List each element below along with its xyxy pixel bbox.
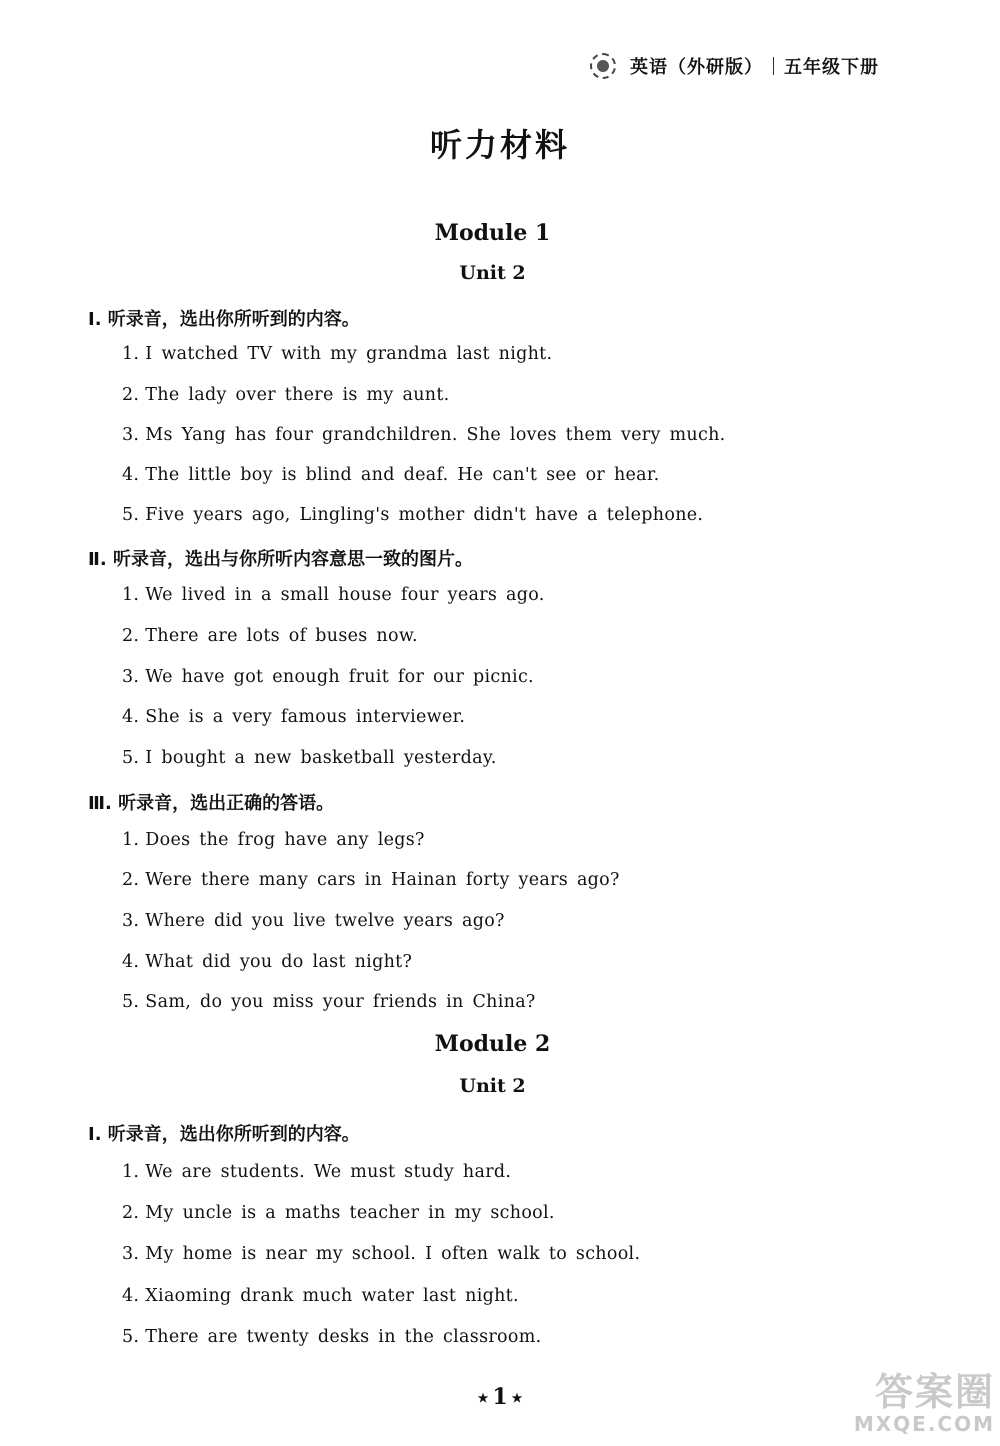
item-text: The lady over there is my aunt. bbox=[145, 385, 450, 405]
list-item bbox=[122, 385, 450, 405]
watermark bbox=[815, 1372, 995, 1442]
item-text: My home is near my school. I often walk to school. bbox=[145, 1244, 641, 1264]
star-icon: ★ bbox=[511, 1391, 523, 1405]
list-item bbox=[122, 626, 418, 646]
list-item bbox=[122, 1286, 519, 1306]
item-number: 4. bbox=[122, 707, 140, 727]
item-number: 1. bbox=[122, 585, 140, 605]
list-item bbox=[122, 748, 497, 768]
item-number: 1. bbox=[122, 1162, 140, 1182]
item-number: 2. bbox=[122, 870, 140, 890]
item-text: Where did you live twelve years ago? bbox=[145, 911, 505, 931]
list-item bbox=[122, 1162, 511, 1182]
page-number-text: 1 bbox=[492, 1384, 508, 1410]
list-item bbox=[122, 425, 726, 445]
item-text: There are lots of buses now. bbox=[145, 626, 418, 646]
star-icon: ★ bbox=[477, 1391, 489, 1405]
item-text: What did you do last night? bbox=[145, 952, 413, 972]
item-text: Were there many cars in Hainan forty years ago? bbox=[145, 870, 620, 890]
item-number: 5. bbox=[122, 505, 140, 525]
item-number: 3. bbox=[122, 911, 140, 931]
section-heading: Ⅲ. 听录音，选出正确的答语。 bbox=[88, 793, 335, 814]
section-heading: Ⅰ. 听录音，选出你所听到的内容。 bbox=[88, 309, 360, 330]
list-item bbox=[122, 870, 620, 890]
module-heading: Module 2 bbox=[434, 1031, 551, 1057]
item-number: 2. bbox=[122, 1203, 140, 1223]
item-number: 5. bbox=[122, 992, 140, 1012]
section-heading: Ⅰ. 听录音，选出你所听到的内容。 bbox=[88, 1124, 360, 1145]
page-title: 听力材料 bbox=[429, 126, 570, 164]
header-grade: 五年级下册 bbox=[784, 57, 879, 78]
section-heading: Ⅱ. 听录音，选出与你所听内容意思一致的图片。 bbox=[88, 549, 473, 570]
list-item bbox=[122, 707, 465, 727]
list-item bbox=[122, 505, 703, 525]
item-number: 1. bbox=[122, 830, 140, 850]
item-text: We are students. We must study hard. bbox=[145, 1162, 512, 1182]
item-number: 1. bbox=[122, 344, 140, 364]
item-number: 3. bbox=[122, 667, 140, 687]
item-text: We have got enough fruit for our picnic. bbox=[145, 667, 534, 687]
item-number: 5. bbox=[122, 748, 140, 768]
list-item bbox=[122, 830, 425, 850]
item-text: Does the frog have any legs? bbox=[145, 830, 425, 850]
item-text: My uncle is a maths teacher in my school. bbox=[145, 1203, 555, 1223]
list-item bbox=[122, 1244, 640, 1264]
item-text: She is a very famous interviewer. bbox=[145, 707, 466, 727]
item-number: 3. bbox=[122, 1244, 140, 1264]
item-text: We lived in a small house four years ago. bbox=[145, 585, 545, 605]
item-text: I bought a new basketball yesterday. bbox=[145, 748, 497, 768]
header-subject: 英语（外研版） bbox=[630, 57, 763, 78]
list-item bbox=[122, 667, 534, 687]
item-number: 5. bbox=[122, 1327, 140, 1347]
module-heading: Module 1 bbox=[434, 220, 551, 246]
item-text: Five years ago, Lingling's mother didn't have a telephone. bbox=[145, 505, 704, 525]
item-text: I watched TV with my grandma last night. bbox=[145, 344, 553, 364]
list-item bbox=[122, 344, 552, 364]
list-item bbox=[122, 992, 536, 1012]
watermark-url: MXQE.COM bbox=[853, 1412, 995, 1436]
list-item bbox=[122, 952, 412, 972]
item-text: Xiaoming drank much water last night. bbox=[145, 1286, 519, 1306]
list-item bbox=[122, 911, 505, 931]
header-divider bbox=[773, 57, 774, 75]
item-number: 4. bbox=[122, 952, 140, 972]
list-item bbox=[122, 585, 545, 605]
item-number: 3. bbox=[122, 425, 140, 445]
item-number: 4. bbox=[122, 1286, 140, 1306]
item-text: Ms Yang has four grandchildren. She loves them very much. bbox=[145, 425, 726, 445]
list-item bbox=[122, 465, 660, 485]
item-text: There are twenty desks in the classroom. bbox=[145, 1327, 542, 1347]
watermark-logo-text: 答案圈 bbox=[874, 1370, 995, 1414]
list-item bbox=[122, 1327, 541, 1347]
item-number: 4. bbox=[122, 465, 140, 485]
list-item bbox=[122, 1203, 555, 1223]
item-text: The little boy is blind and deaf. He can't see or hear. bbox=[145, 465, 660, 485]
unit-heading: Unit 2 bbox=[459, 262, 526, 284]
book-logo-icon bbox=[590, 53, 616, 79]
page-header bbox=[590, 50, 910, 82]
item-number: 2. bbox=[122, 626, 140, 646]
unit-heading: Unit 2 bbox=[459, 1075, 526, 1097]
item-number: 2. bbox=[122, 385, 140, 405]
item-text: Sam, do you miss your friends in China? bbox=[145, 992, 536, 1012]
